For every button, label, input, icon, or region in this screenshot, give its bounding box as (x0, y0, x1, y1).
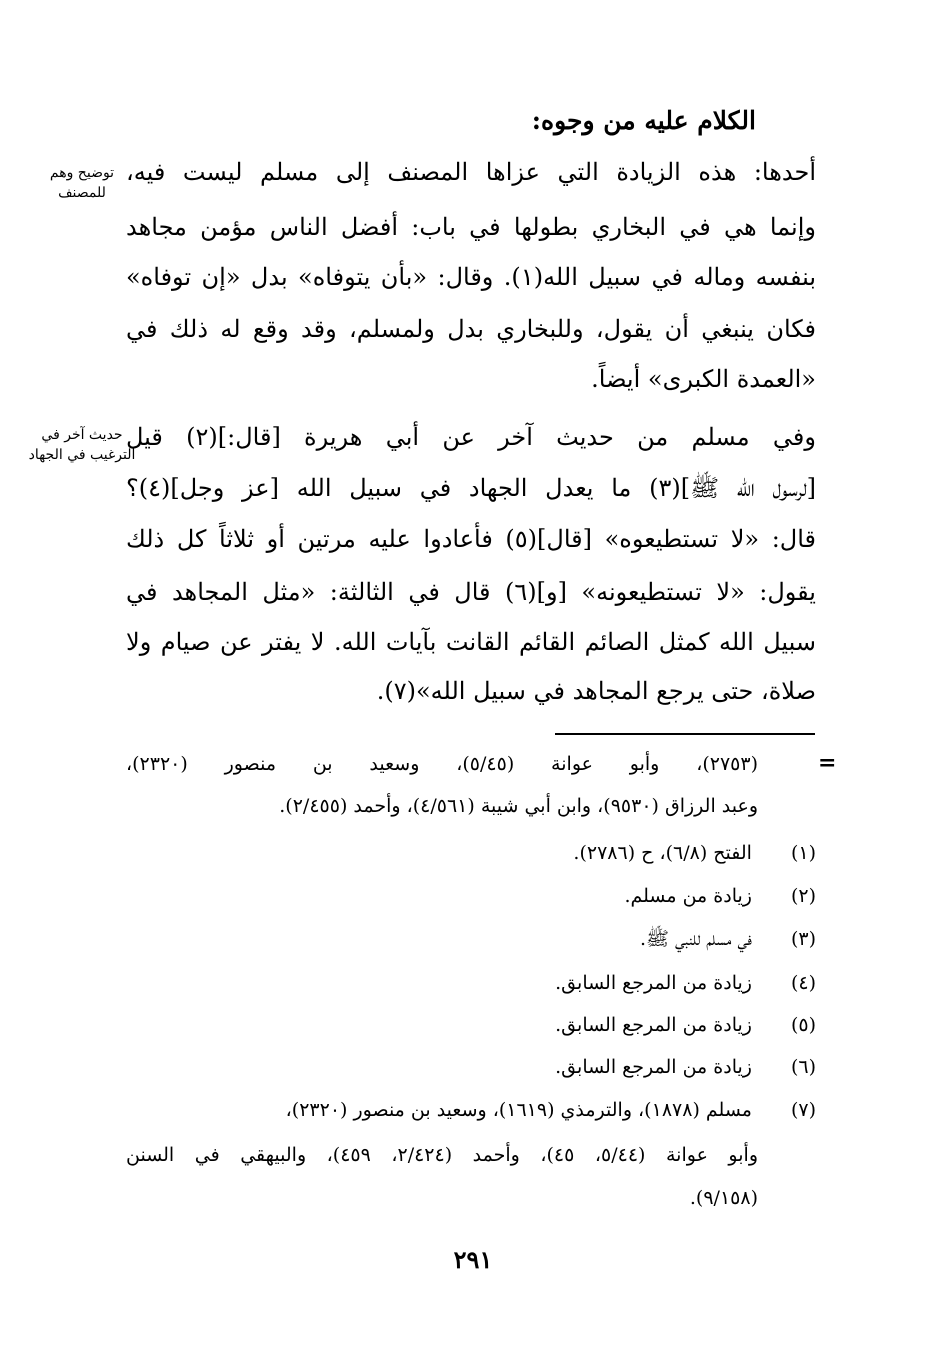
body-line: أحدها: هذه الزيادة التي عزاها المصنف إلى مسلم ليست فيه، (126, 158, 816, 186)
footnote (126, 879, 816, 913)
body-line: صلاة، حتى يرجع المجاهد في سبيل الله»(٧). (376, 677, 816, 705)
body-line: يقول: «لا تستطيعونه» [و](٦) قال في الثالثة: «مثل المجاهد في (126, 578, 816, 606)
margin-note-author-error: توضيح وهم للمصنف (49, 165, 115, 201)
footnote-text: الفتح (٦/٨)، ح (٢٧٨٦). (573, 842, 752, 864)
footnote-text: زيادة من المرجع السابق. (555, 1056, 752, 1078)
footnote (126, 1008, 816, 1042)
margin-note-another-hadith: حديث آخر في الترغيب في الجهاد (28, 427, 136, 463)
body-line: قال: «لا تستطيعوه» [قال](٥) فأعادوا عليه مرتين أو ثلاثاً كل ذلك (126, 525, 817, 553)
footnote (126, 836, 816, 870)
body-line: سبيل الله كمثل الصائم القائم القانت بآيات الله. لا يفتر عن صيام ولا (126, 628, 816, 656)
footnote (126, 966, 816, 1000)
body-line: بنفسه وماله في سبيل الله(١). وقال: «بأن يتوفاه» بدل «إن توفاه» (126, 263, 817, 291)
footnote-text: زيادة من مسلم. (624, 885, 752, 907)
body-line: فكان ينبغي أن يقول، وللبخاري بدل ولمسلم، وقد وقع له ذلك في (126, 315, 816, 343)
body-line: [لرسول الله ﷺ](٣) ما يعدل الجهاد في سبيل الله [عز وجل](٤)؟ (126, 474, 816, 502)
footnote-number: (٥) (790, 1014, 816, 1036)
footnote-divider (555, 733, 815, 735)
footnote-number: (٢) (790, 885, 816, 907)
body-line: «العمدة الكبرى» أيضاً. (591, 365, 816, 393)
footnote-number: (١) (790, 842, 816, 864)
page-number: ٢٩١ (453, 1245, 493, 1274)
footnote-text: في مسلم للنبي ﷺ. (639, 928, 752, 950)
section-heading: الكلام عليه من وجوه: (531, 106, 756, 135)
body-line: وإنما هي في البخاري بطولها في باب: أفضل الناس مؤمن مجاهد (126, 213, 816, 241)
footnote-continuation-line: وعبد الرزاق (٩٥٣٠)، وابن أبي شيبة (٤/٥٦١)، وأحمد (٢/٤٥٥). (279, 795, 758, 817)
footnote-number: (٦) (790, 1056, 816, 1078)
body-line: وفي مسلم من حديث آخر عن أبي هريرة [قال:](٢) قيل (126, 423, 816, 451)
footnote (126, 1093, 816, 1127)
footnote (126, 922, 816, 956)
footnote-continuation-line: وأبو عوانة (٥/٤٤، ٤٥)، وأحمد (٢/٤٢٤، ٤٥٩)، والبيهقي في السنن (126, 1144, 758, 1166)
footnote-text: زيادة من المرجع السابق. (555, 1014, 752, 1036)
footnote-text: زيادة من المرجع السابق. (555, 972, 752, 994)
footnote-text: مسلم (١٨٧٨)، والترمذي (١٦١٩)، وسعيد بن منصور (٢٣٢٠)، (285, 1099, 752, 1121)
footnote-number: (٧) (790, 1099, 816, 1121)
footnote-number: (٤) (790, 972, 816, 994)
footnote-number: (٣) (790, 928, 816, 950)
continuation-mark: = (818, 750, 837, 776)
footnote-continuation-line: (٩/١٥٨). (689, 1187, 758, 1209)
footnote (126, 1050, 816, 1084)
footnote-continuation-line: (٢٧٥٣)، وأبو عوانة (٥/٤٥)، وسعيد بن منصور (٢٣٢٠)، (126, 753, 758, 775)
